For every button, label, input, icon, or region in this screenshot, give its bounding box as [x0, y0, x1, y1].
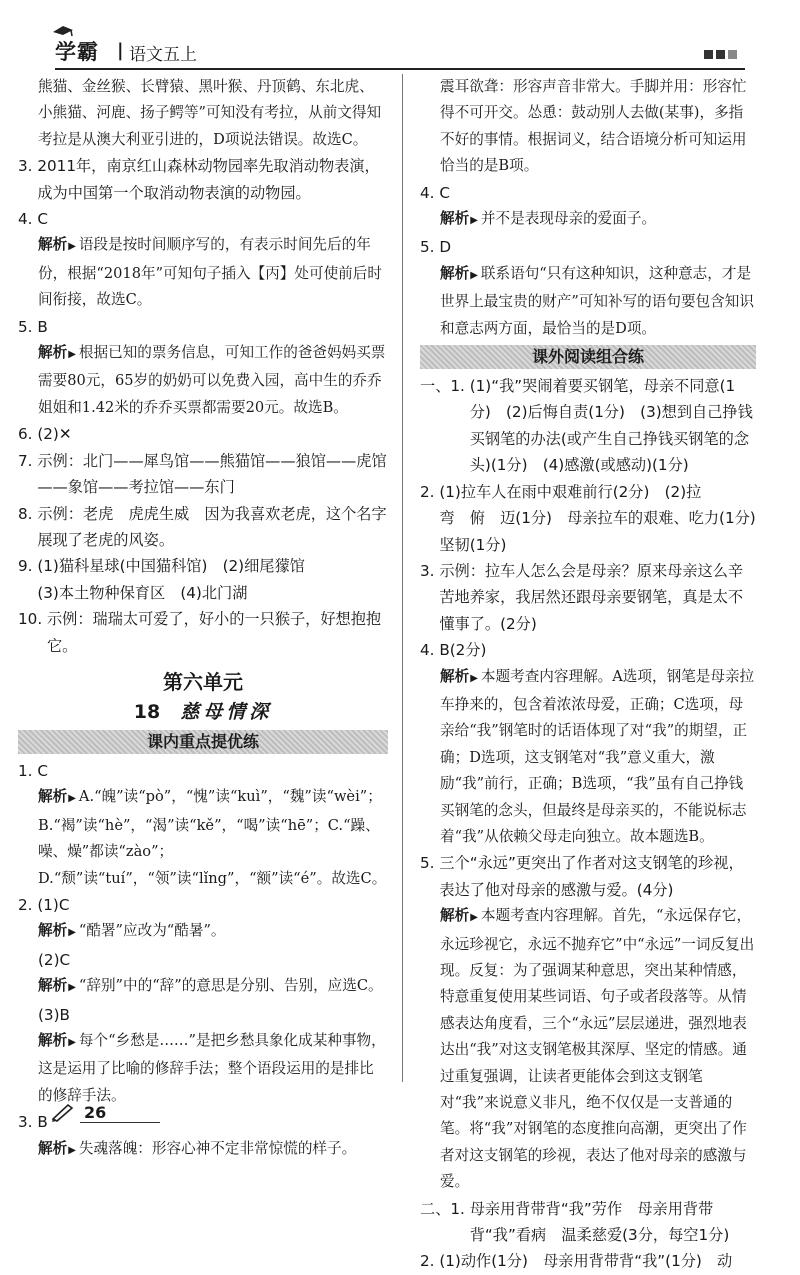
- answer-3: 3. 2011年，南京红山森林动物园率先取消动物表演，成为中国第一个取消动物表演的动物园。: [18, 157, 380, 202]
- answer-5: 5. B: [18, 317, 48, 336]
- section-heading-extracurricular: 课外阅读组合练: [420, 345, 756, 369]
- analysis-4: 解析▶ 语段是按时间顺序写的，有表示时间先后的年份，根据“2018年”可知句子插入【丙】处可使前后时间衔接，故选C。: [38, 236, 382, 309]
- triangle-icon: ▶: [68, 793, 76, 805]
- right-column: [420, 74, 771, 1275]
- reading-analysis-5: 解析▶ 本题考查内容理解。首先，“永远保存它，永远珍视它，永远不抛弃它”中“永远”一词反复出现。反复：为了强调某种意思，突出某种情感，特意重复使用某些词语、句子或者段落等。从情感表达角度看，三个“永远”层层递进，强烈地表达出“我”对这支钢笔极其深厚、坚定的情感。通过重复强调，让读者更能体会到这支钢笔对“我”来说意义非凡，绝不仅仅是一支普通的笔。将“我”对钢笔的态度推向高潮，更突出了作者对这支钢笔的珍视，表达了他对母亲的感激与爱。: [440, 907, 755, 1191]
- reading2-answer-1: 二、1. 母亲用背带背“我”劳作 母亲用背带背“我”看病 温柔慈爱(3分，每空1分): [420, 1199, 730, 1245]
- page-number: 26: [84, 1103, 107, 1122]
- right-answer-4: 4. C: [420, 183, 450, 202]
- reading-answer-2: 2. (1)拉车人在雨中艰难前行(2分) (2)拉 弯 俯 迈(1分) 母亲拉车的艰难、吃力(1分) 坚韧(1分): [420, 482, 771, 554]
- reading-answer-5: 5. 三个“永远”更突出了作者对这支钢笔的珍视，表达了他对母亲的感激与爱。(4分): [420, 854, 744, 899]
- triangle-icon: ▶: [68, 349, 76, 361]
- lesson-answer-3: 3. B: [18, 1113, 48, 1132]
- unit-title: 第六单元: [163, 669, 243, 694]
- right-analysis-5: 解析▶ 联系语句“只有这种知识，这种意志，才是世界上最宝贵的财产”可知补写的语句要包含知识和意志两方面，最恰当的是D项。: [440, 264, 754, 337]
- answer-4: 4. C: [18, 210, 48, 229]
- triangle-icon: ▶: [470, 672, 478, 684]
- lesson-analysis-2-3: 解析▶ 每个“乡愁是……”是把乡愁具象化成某种事物，这是运用了比喻的修辞手法；整个语段运用的是排比的修辞手法。: [38, 1032, 386, 1104]
- header-rule: [55, 68, 745, 70]
- brand-logo: 学霸: [55, 40, 99, 64]
- right-analysis-4: 解析▶ 并不是表现母亲的爱面子。: [440, 210, 657, 228]
- lesson-analysis-1: 解析▶ A.“魄”读“pò”，“愧”读“kuì”，“魏”读“wèi”；B.“褐”读“hè”，“渴”读“kě”，“喝”读“hē”；C.“躁、噪、燥”都读“zào”；D.“颓”读“tuí”，“领”读“lǐng”，“额”读“é”。故选C。: [38, 788, 387, 887]
- book-subject: 语文五上: [129, 45, 197, 65]
- lesson-analysis-2-1: 解析▶ “酷署”应改为“酷暑”。: [38, 922, 226, 940]
- header-separator: |: [117, 40, 124, 61]
- triangle-icon: ▶: [470, 912, 478, 924]
- answer-9: 9. (1)猫科星球(中国猫科馆) (2)细尾獴馆 (3)本土物种保育区 (4)北门湖: [18, 557, 305, 602]
- analysis-5: 解析▶ 根据已知的票务信息，可知工作的爸爸妈妈买票需要80元，65岁的奶奶可以免费入园，高中生的乔乔姐姐和1.42米的乔乔买票都需要20元。故选B。: [38, 344, 386, 416]
- lesson-answer-1: 1. C: [18, 761, 48, 780]
- reading-answer-3: 3. 示例：拉车人怎么会是母亲？原来母亲这么辛苦地养家，我居然还跟母亲要钢笔，真是太不懂事了。(2分): [420, 561, 744, 633]
- triangle-icon: ▶: [68, 927, 76, 939]
- reading2-answer-2: 2. (1)动作(1分) 母亲用背带背“我”(1分) 动: [420, 1252, 733, 1271]
- triangle-icon: ▶: [470, 215, 478, 227]
- lesson-title: 18 慈母情深: [133, 700, 273, 723]
- reading-analysis-4: 解析▶ 本题考查内容理解。A选项，钢笔是母亲拉车挣来的，包含着浓浓母爱，正确；C选项，母亲给“我”钢笔时的话语体现了对“我”的期望，正确；D选项，这支钢笔对“我”意义重大，激励“我”前行，正确；B选项，“我”虽有自己挣钱买钢笔的念头，但最终是母亲买的，不能说标志着“我”从依赖父母走向独立。故本题选B。: [440, 667, 755, 845]
- page-header: [55, 30, 745, 70]
- triangle-icon: ▶: [68, 1037, 76, 1048]
- lesson-answer-2-3: (3)B: [38, 1005, 70, 1024]
- column-divider: [402, 74, 403, 1082]
- triangle-icon: ▶: [470, 269, 478, 281]
- lesson-answer-2-2: (2)C: [38, 950, 71, 969]
- header-squares-decoration: [704, 50, 737, 59]
- reading-answer-4: 4. B(2分): [420, 641, 487, 660]
- answer-7: 7. 示例：北门——犀鸟馆——熊猫馆——狼馆——虎馆——象馆——考拉馆——东门: [18, 451, 387, 497]
- answer-8: 8. 示例：老虎 虎虎生威 因为我喜欢老虎，这个名字展现了老虎的风姿。: [18, 504, 387, 549]
- triangle-icon: ▶: [68, 982, 76, 994]
- triangle-icon: ▶: [68, 1144, 76, 1156]
- lesson-analysis-3: 解析▶ 失魂落魄：形容心神不定非常惊慌的样子。: [38, 1139, 357, 1157]
- continued-analysis-right: 震耳欲聋：形容声音非常大。手脚并用：形容忙得不可开交。怂恿：鼓动别人去做(某事)，多指不好的事情。根据词义，结合语境分析可知运用恰当的是B项。: [440, 78, 747, 175]
- reading-answer-1: 一、1. (1)“我”哭闹着要买钢笔，母亲不同意(1分) (2)后悔自责(1分) (3)想到自己挣钱买钢笔的办法(或产生自己挣钱买钢笔的念头)(1分) (4)感激(或感动)(1分): [420, 377, 753, 475]
- triangle-icon: ▶: [68, 241, 76, 253]
- continued-analysis: 熊猫、金丝猴、长臂猿、黑叶猴、丹顶鹤、东北虎、小熊猫、河鹿、扬子鳄等”可知没有考拉，从前文得知考拉是从澳大利亚引进的，D项说法错误。故选C。: [38, 78, 382, 148]
- left-column: [18, 74, 388, 1164]
- lesson-answer-2: 2. (1)C: [18, 895, 70, 914]
- footer-rule: [80, 1122, 160, 1123]
- answer-6: 6. (2)✕: [18, 425, 72, 444]
- section-heading-in-class: 课内重点提优练: [18, 730, 388, 754]
- answer-10: 10. 示例：瑞瑞太可爱了，好小的一只猴子，好想抱抱它。: [18, 610, 382, 655]
- lesson-analysis-2-2: 解析▶ “辞别”中的“辞”的意思是分别、告别，应选C。: [38, 977, 383, 995]
- pencil-icon: [50, 1102, 76, 1122]
- right-answer-5: 5. D: [420, 238, 452, 257]
